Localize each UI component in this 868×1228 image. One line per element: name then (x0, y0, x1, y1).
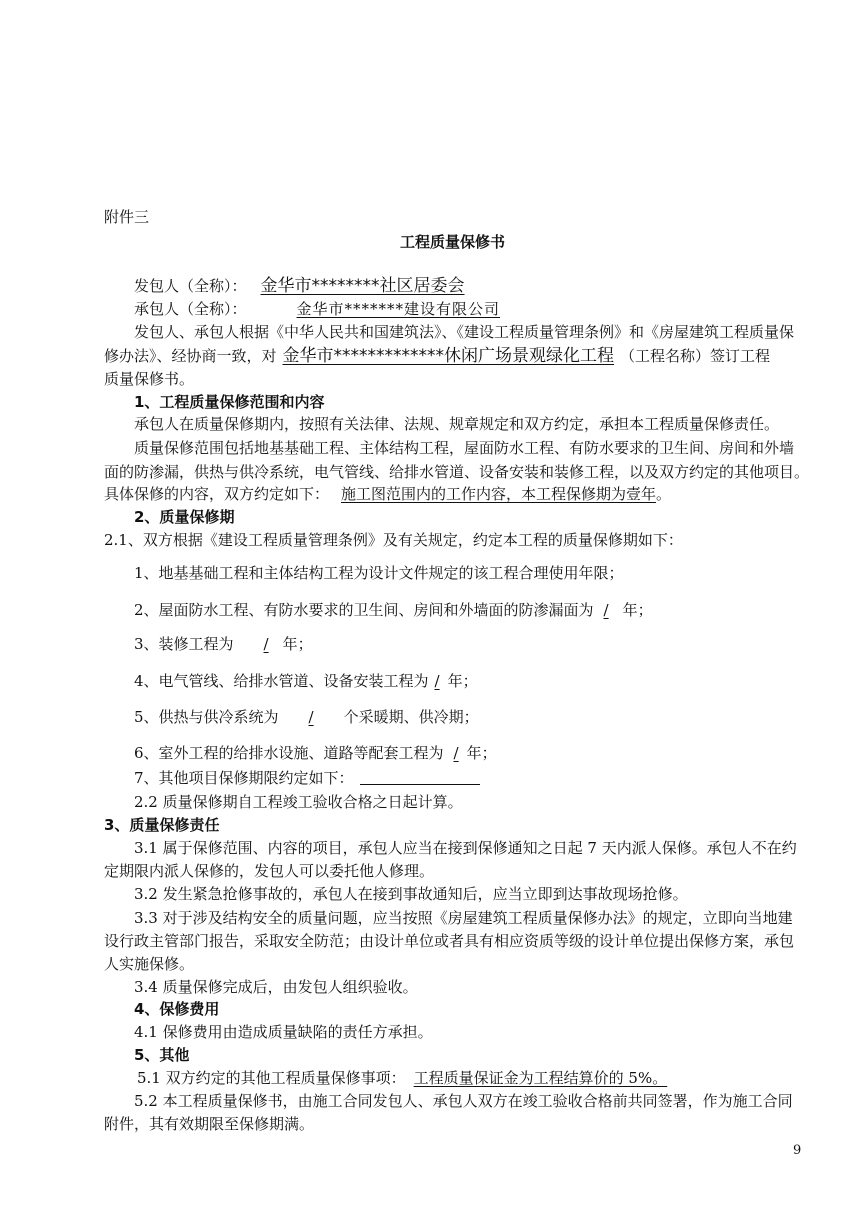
intro-line-1: 发包人、承包人根据《中华人民共和国建筑法》、《建设工程质量管理条例》和《房屋建筑工程质量保 (134, 323, 795, 341)
period-item-6-value: / (453, 744, 459, 762)
section-3-para-3-line-2: 设行政主管部门报告，采取安全防范；由设计单位或者具有相应资质等级的设计单位提出保修方案，承包 (104, 932, 795, 950)
section-3-para-4: 3.4 质量保修完成后，由发包人组织验收。 (134, 978, 418, 996)
section-2-intro: 2.1、双方根据《建设工程质量管理条例》及有关规定，约定本工程的质量保修期如下： (104, 531, 683, 549)
section-4-heading: 4、保修费用 (134, 1000, 220, 1018)
section-4-para-1: 4.1 保修费用由造成质量缺陷的责任方承担。 (134, 1023, 433, 1041)
section-1-para-2-line-3: 具体保修的内容，双方约定如下： 施工图范围内的工作内容，本工程保修期为壹年。 (104, 485, 672, 503)
section-1-para-2-line-1: 质量保修范围包括地基基础工程、主体结构工程，屋面防水工程、有防水要求的卫生间、房间和外墙 (134, 439, 795, 457)
period-item-1: 1、地基基础工程和主体结构工程为设计文件规定的该工程合理使用年限； (134, 564, 624, 582)
period-item-6: 6、室外工程的给排水设施、道路等配套工程为 / 年； (134, 744, 497, 762)
section-2-para-2-2: 2.2 质量保修期自工程竣工验收合格之日起计算。 (134, 793, 463, 811)
section-5-para-1: 5.1 双方约定的其他工程质量保修事项： 工程质量保证金为工程结算价的 5%。 (137, 1068, 675, 1088)
party-b-label: 承包人（全称）： (134, 300, 247, 318)
section-2-heading: 2、质量保修期 (134, 508, 235, 526)
section-5-para-2-line-1: 5.2 本工程质量保修书，由施工合同发包人、承包人双方在竣工验收合格前共同签署，作为施工合同 (134, 1092, 793, 1110)
section-1-para-1: 承包人在质量保修期内，按照有关法律、法规、规章规定和双方约定，承担本工程质量保修责任。 (134, 415, 780, 433)
section-3-para-3-line-1: 3.3 对于涉及结构安全的质量问题，应当按照《房屋建筑工程质量保修办法》的规定，立即向当地建 (134, 909, 793, 927)
attachment-label: 附件三 (104, 208, 150, 226)
party-a-label: 发包人（全称）： (134, 277, 247, 295)
period-item-4: 4、电气管线、给排水管道、设备安装工程为 / 年； (134, 672, 478, 690)
period-item-3: 3、装修工程为 / 年； (134, 635, 313, 653)
page-number: 9 (793, 1143, 802, 1158)
party-b-value: 金华市*******建设有限公司 (296, 300, 501, 318)
section-3-heading: 3、质量保修责任 (104, 816, 220, 834)
period-item-7-blank (360, 768, 480, 785)
section-5-heading: 5、其他 (134, 1046, 190, 1064)
period-item-3-value: / (263, 635, 269, 653)
section-3-para-3-line-3: 人实施保修。 (104, 955, 195, 973)
document-title: 工程质量保修书 (400, 233, 506, 251)
period-item-4-value: / (434, 672, 440, 690)
period-item-5-value: / (308, 708, 314, 726)
period-item-2: 2、屋面防水工程、有防水要求的卫生间、房间和外墙面的防渗漏面为 / 年； (134, 601, 653, 619)
party-a-line (134, 276, 481, 296)
intro-line-3: 质量保修书。 (104, 370, 195, 388)
section-3-para-1-line-1: 3.1 属于保修范围、内容的项目，承包人应当在接到保修通知之日起 7 天内派人保修。承包人不在约 (134, 839, 797, 857)
period-item-5: 5、供热与供冷系统为 / 个采暖期、供冷期； (134, 708, 479, 726)
project-name: 金华市*************休闲广场景观绿化工程 (282, 346, 615, 366)
intro-line-2: 修办法》、经协商一致，对 金华市*************休闲广场景观绿化工程 （工程名称）签订工程 (104, 346, 771, 366)
period-item-7: 7、其他项目保修期限约定如下： (134, 768, 480, 788)
party-b-line (134, 299, 552, 319)
section-1-para-2-line-2: 面的防渗漏，供热与供冷系统，电气管线、给排水管道、设备安装和装修工程，以及双方约定的其他项目。 (104, 463, 810, 481)
section-3-para-1-line-2: 定期限内派人保修的，发包人可以委托他人修理。 (104, 862, 435, 880)
section-3-para-2: 3.2 发生紧急抢修事故的，承包人在接到事故通知后，应当立即到达事故现场抢修。 (134, 885, 688, 903)
section-5-para-2-line-2: 附件，其有效期限至保修期满。 (104, 1115, 315, 1133)
period-item-2-value: / (603, 601, 609, 619)
other-warranty-value: 工程质量保证金为工程结算价的 5%。 (413, 1069, 668, 1087)
warranty-content-value: 施工图范围内的工作内容，本工程保修期为壹年 (341, 485, 657, 503)
party-a-value: 金华市********社区居委会 (260, 276, 465, 296)
section-1-heading: 1、工程质量保修范围和内容 (134, 393, 325, 411)
